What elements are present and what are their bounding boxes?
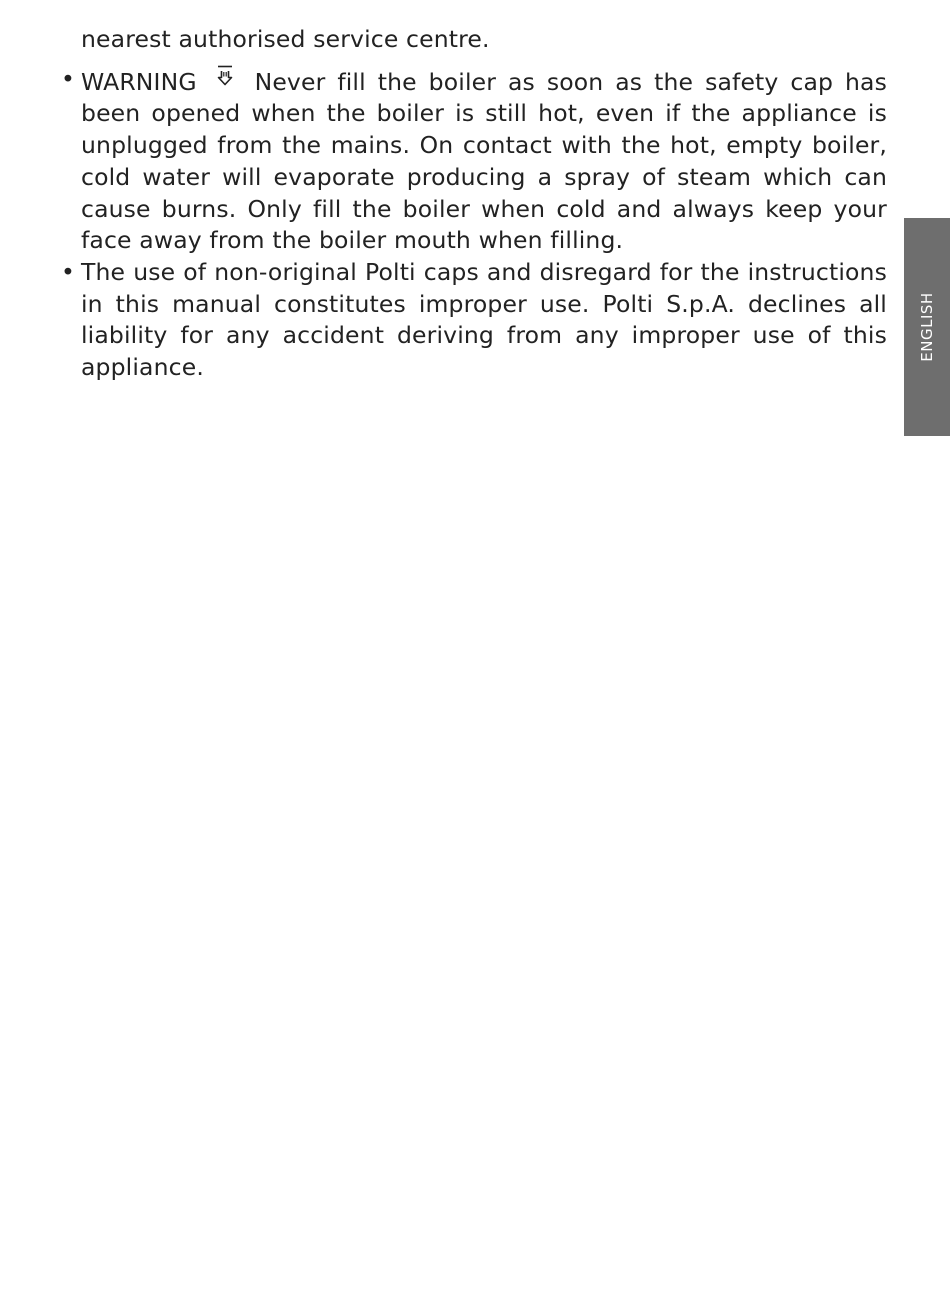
warning-text: Never fill the boiler as soon as the safety cap has been opened when the boiler is still hot, even if the appliance is unplugged from the mains. On contact with the hot, empty boiler, cold water will evaporate producing a spray of steam which can cause burns. Only fill the boiler when cold and always keep your face away from the boiler mouth when filling. xyxy=(81,67,887,255)
continuation-paragraph: nearest authorised service centre. xyxy=(81,25,490,53)
bullet-icon: • xyxy=(61,64,76,93)
language-tab xyxy=(904,218,950,436)
manual-text xyxy=(61,24,887,384)
list-item-boiler-fill-warning xyxy=(61,64,887,257)
list-item-liability-notice xyxy=(61,257,887,384)
warning-label: WARNING xyxy=(81,67,197,96)
bullet-icon: • xyxy=(61,257,76,286)
liability-text: The use of non-original Polti caps and disregard for the instructions in this manual constitutes improper use. Polti S.p.A. declines all liability for any accident deriving from any improper use of this appliance. xyxy=(81,257,887,382)
safety-warnings-list xyxy=(61,64,887,384)
hot-boiler-warning-icon xyxy=(211,64,239,92)
language-tab-label: ENGLISH xyxy=(918,292,936,362)
